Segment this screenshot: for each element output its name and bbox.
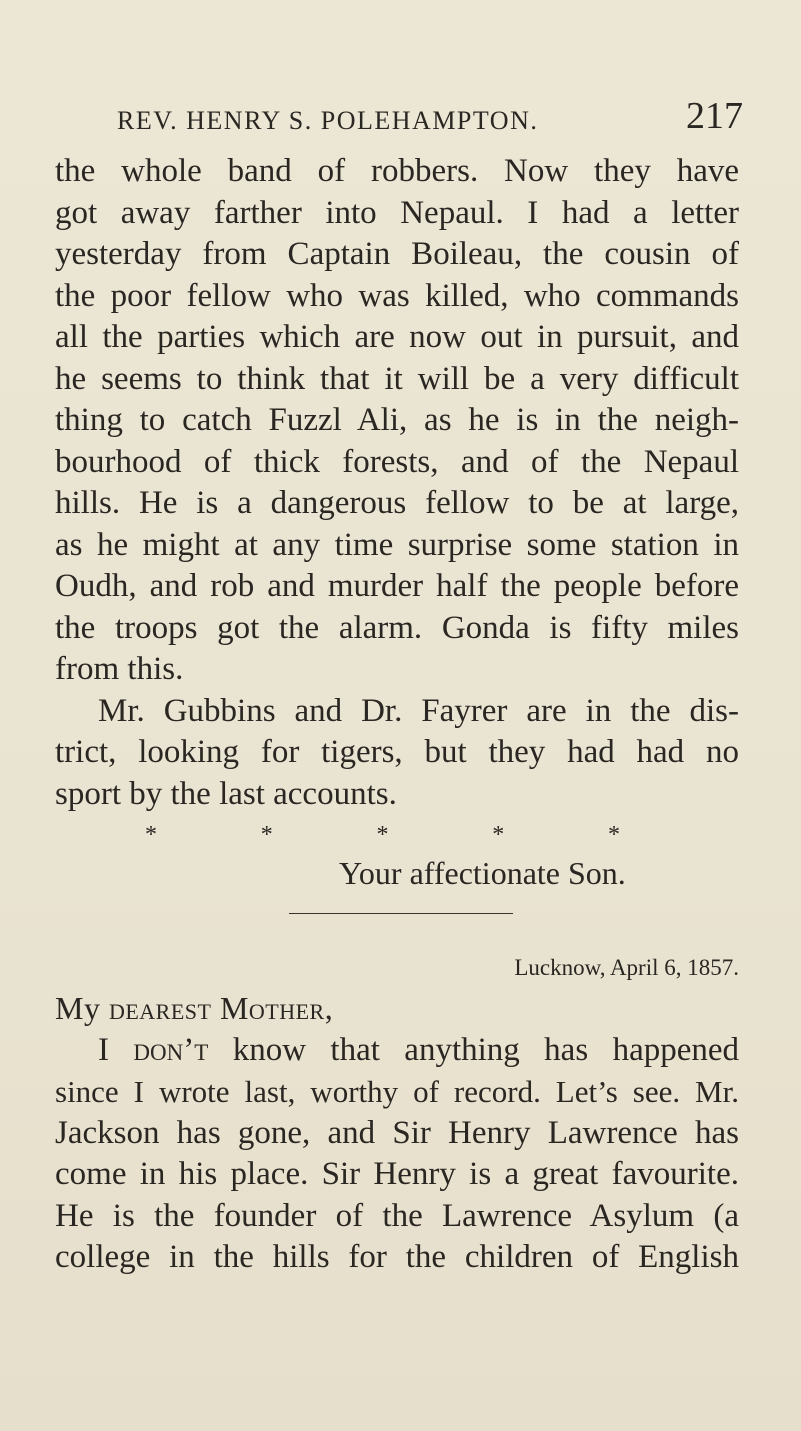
text-line: hills. He is a dangerous fellow to be at large,	[55, 485, 739, 521]
text-line: thing to catch Fuzzl Ali, as he is in the neigh-	[55, 402, 739, 438]
asterisk: *	[608, 822, 620, 848]
salutation-rest: dearest Mother,	[108, 990, 334, 1026]
letter-closing: Your affectionate Son.	[339, 855, 626, 891]
text-line: got away farther into Nepaul. I had a letter	[55, 194, 739, 231]
text-line: college in the hills for the children of English	[55, 1239, 739, 1275]
opener-initial: I	[98, 1031, 109, 1068]
asterisk: *	[492, 822, 505, 848]
text-line: Jackson has gone, and Sir Henry Lawrence has	[55, 1114, 739, 1151]
text-line: the poor fellow who was killed, who commands	[55, 277, 739, 314]
asterisk-separator	[145, 821, 620, 849]
text-line	[98, 1030, 739, 1072]
text-line: as he might at any time surprise some station in	[55, 526, 739, 563]
page-header	[117, 92, 743, 142]
opener-word: don’t	[133, 1031, 209, 1068]
letter-dateline: Lucknow, April 6, 1857.	[514, 954, 739, 980]
opener-text: know that anything has happened	[232, 1031, 740, 1068]
text-line: yesterday from Captain Boileau, the cousin of	[55, 236, 739, 272]
text-line: trict, looking for tigers, but they had had no	[55, 734, 739, 770]
asterisk: *	[260, 822, 273, 848]
text-line: sport by the last accounts.	[55, 775, 397, 812]
text-line: he seems to think that it will be a very difficult	[55, 360, 739, 397]
letter-salutation	[55, 988, 333, 1030]
text-line: all the parties which are now out in pursuit, and	[55, 319, 739, 355]
text-line: since I wrote last, worthy of record. Let’s see. Mr.	[55, 1074, 739, 1109]
salutation-initial: My	[55, 990, 101, 1026]
asterisk: *	[376, 822, 389, 848]
text-line: the whole band of robbers. Now they have	[55, 153, 739, 189]
text-line: come in his place. Sir Henry is a great favourite.	[55, 1156, 739, 1192]
asterisk: *	[145, 822, 157, 848]
text-line: Mr. Gubbins and Dr. Fayrer are in the dis-	[98, 692, 739, 729]
text-line: bourhood of thick forests, and of the Nepaul	[55, 443, 739, 480]
text-line: the troops got the alarm. Gonda is fifty miles	[55, 609, 739, 646]
section-rule	[289, 913, 513, 914]
text-line: He is the founder of the Lawrence Asylum (a	[55, 1197, 739, 1234]
running-head: REV. HENRY S. POLEHAMPTON.	[117, 106, 539, 135]
text-line: Oudh, and rob and murder half the people before	[55, 568, 739, 604]
text-line: from this.	[55, 651, 184, 687]
page-number: 217	[686, 95, 743, 137]
